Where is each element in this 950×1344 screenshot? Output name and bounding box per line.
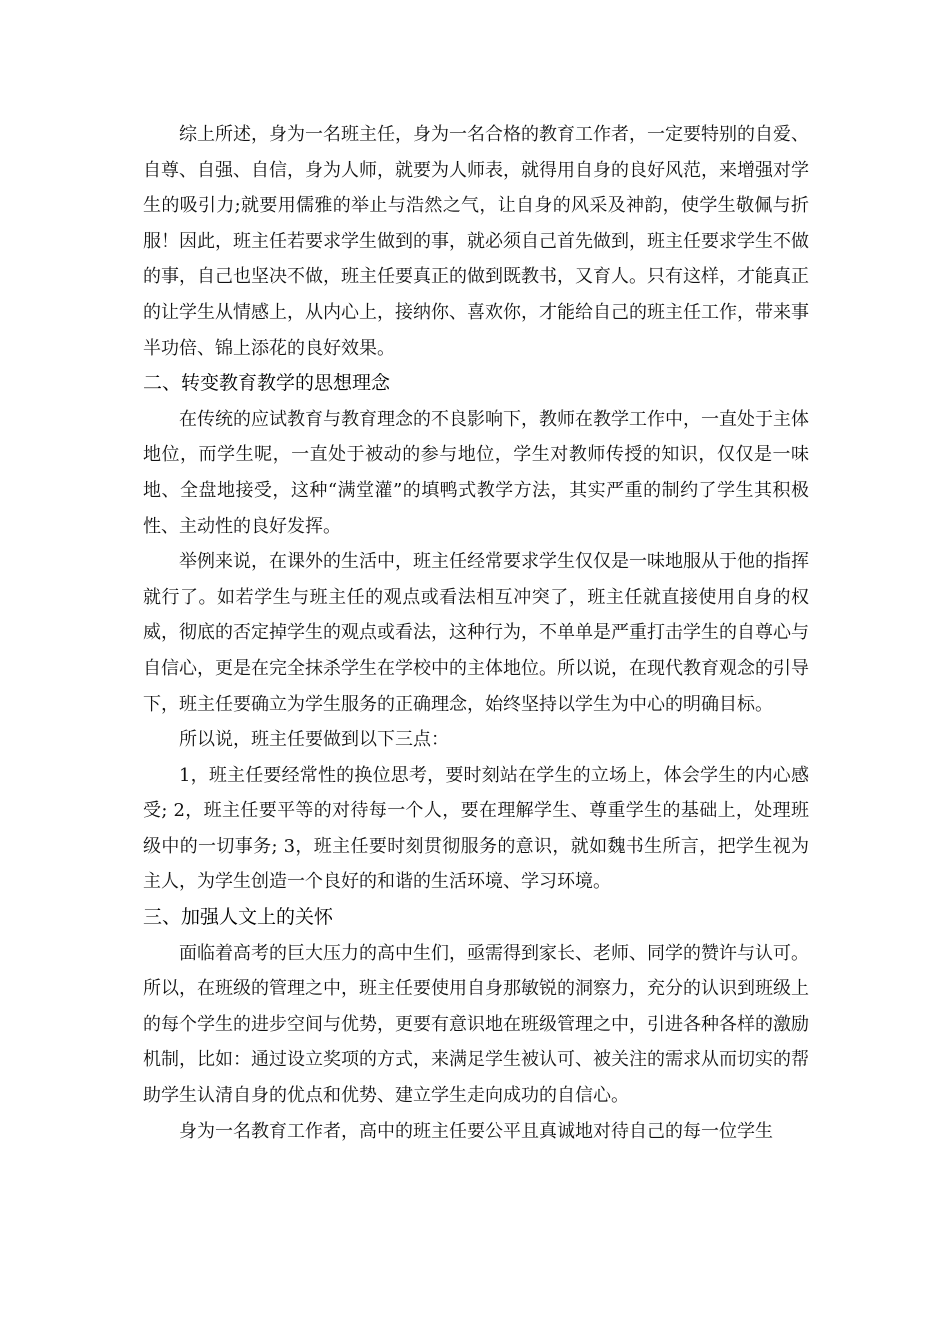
section2-paragraph-1: 在传统的应试教育与教育理念的不良影响下，教师在教学工作中，一直处于主体地位，而学生呢，一直处于被动的参与地位，学生对教师传授的知识，仅仅是一味地、全盘地接受，这种“满堂灌”的填鸭式教学方法，其实严重的制约了学生其积极性、主动性的良好发挥。 (143, 408, 809, 537)
document-body (143, 117, 809, 1149)
section3-paragraph-1: 面临着高考的巨大压力的高中生们，亟需得到家长、老师、同学的赞许与认可。所以，在班级的管理之中，班主任要使用自身那敏锐的洞察力，充分的认识到班级上的每个学生的进步空间与优势，更要有意识地在班级管理之中，引进各种各样的激励机制，比如：通过设立奖项的方式，来满足学生被认可、被关注的需求从而切实的帮助学生认清自身的优点和优势、建立学生走向成功的自信心。 (143, 942, 809, 1107)
section2-paragraph-3: 所以说，班主任要做到以下三点： (179, 729, 449, 751)
section-heading-2: 二、转变教育教学的思想理念 (143, 372, 391, 395)
section2-paragraph-2: 举例来说，在课外的生活中，班主任经常要求学生仅仅是一味地服从于他的指挥就行了。如若学生与班主任的观点或看法相互冲突了，班主任就直接使用自身的权威，彻底的否定掉学生的观点或看法，这种行为，不单单是严重打击学生的自尊心与自信心，更是在完全抹杀学生在学校中的主体地位。所以说，在现代教育观念的引导下，班主任要确立为学生服务的正确理念，始终坚持以学生为中心的明确目标。 (143, 551, 809, 715)
section-heading-3: 三、加强人文上的关怀 (143, 906, 334, 929)
section3-paragraph-2: 身为一名教育工作者，高中的班主任要公平且真诚地对待自己的每一位学生 (179, 1120, 773, 1142)
intro-paragraph: 综上所述，身为一名班主任，身为一名合格的教育工作者，一定要特别的自爱、自尊、自强、自信，身为人师，就要为人师表，就得用自身的良好风范，来增强对学生的吸引力;就要用儒雅的举止与浩然之气，让自身的风采及神韵，使学生敬佩与折服！因此，班主任若要求学生做到的事，就必须自己首先做到，班主任要求学生不做的事，自己也坚决不做，班主任要真正的做到既教书，又育人。只有这样，才能真正的让学生从情感上，从内心上，接纳你、喜欢你，才能给自己的班主任工作，带来事半功倍、锦上添花的良好效果。 (143, 124, 809, 359)
section2-paragraph-4: 1，班主任要经常性的换位思考，要时刻站在学生的立场上，体会学生的内心感受; 2，班主任要平等的对待每一个人，要在理解学生、尊重学生的基础上，处理班级中的一切事务; 3，班主任要时刻贯彻服务的意识，就如魏书生所言，把学生视为主人，为学生创造一个良好的和谐的生活环境、学习环境。 (143, 764, 809, 893)
